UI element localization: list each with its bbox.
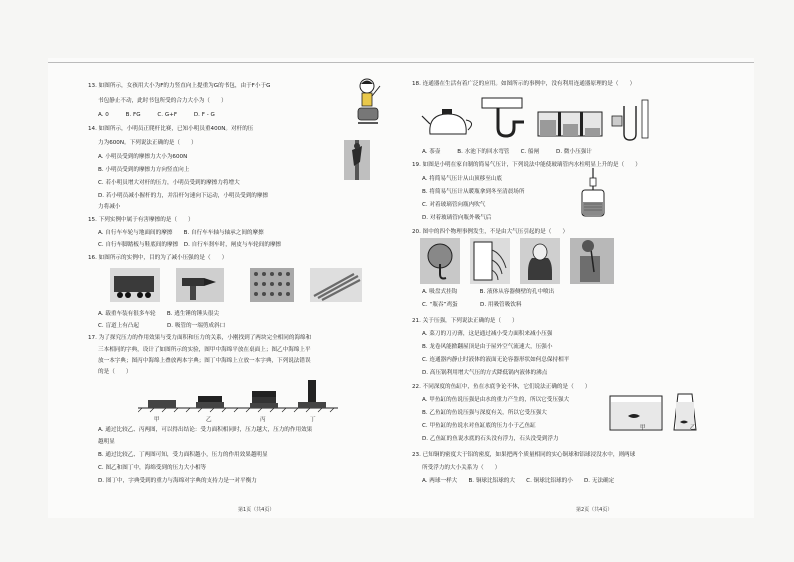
q15-options-ab: A. 自行车车轮与地面间的摩擦 B. 自行车车轴与轴承之间的摩擦	[98, 230, 264, 236]
teapot-drawing	[422, 109, 472, 134]
q21-option-b: B. 龙卷风能掀翻屋顶是由于屋外空气流速大，压强小	[422, 344, 553, 350]
q20-options-cd: C. “瓶吞”鸡蛋 D. 用吸管吸饮料	[422, 302, 522, 308]
q19-option-d: D. 对着玻璃管向瓶外吸气后	[422, 215, 492, 221]
q21-option-a: A. 菜刀的刀刃薄，这是通过减小受力面积来减小压强	[422, 331, 553, 337]
book-ding-upright	[308, 380, 316, 402]
q17-stem-3: 放一本字典；图丙中海绵上叠放两本字典；图丁中海绵上立放一本字典，下列说法错误	[98, 358, 311, 364]
q17-stem-2: 三本相同的字典，设计了如图所示的实验，图甲中海绵平放在桌面上；图乙中海绵上平	[98, 347, 311, 353]
q14-stem: 14. 如图所示，小明员正爬杆比赛，已知小明员重400N。对杆的压	[88, 126, 254, 132]
fish-label-jia: 甲	[640, 425, 646, 431]
q21-option-c: C. 连通器内静止时液体的液面无论容器形状如何总保持相平	[422, 357, 570, 363]
q20-stem: 20. 图中的四个物理事例发生，不是由大气压引起的是（ ）	[412, 229, 569, 235]
q14-option-a: A. 小明员受到的摩擦力大小为600N	[98, 154, 188, 160]
sponge-bing	[250, 403, 278, 408]
q17-option-a-cont: 越明显	[98, 439, 115, 445]
footer-page-right: 第2页（共4页）	[576, 507, 613, 513]
book-bing-2	[252, 397, 276, 403]
tactile-paving-photo	[250, 268, 294, 302]
heavy-truck-photo	[110, 268, 160, 302]
exam-sheet	[48, 58, 754, 518]
q22-option-d: D. 乙鱼缸的鱼说水底的石头没有浮力，石头没受到浮力	[422, 436, 559, 442]
q17-stem: 17. 为了探究压力的作用效果与受力面积和压力的关系，小刚找到了两块完全相同的海绵和	[88, 335, 312, 341]
q22-stem: 22. 不同深度的鱼缸中，鱼在水底争论不休，它们说法正确的是（ ）	[412, 384, 591, 390]
suction-hook-photo	[420, 238, 460, 284]
q21-stem: 21. 关于压强，下列说法正确的是（ ）	[412, 318, 518, 324]
q16-stem: 16. 如图所示的实例中，目的为了减小压强的是（ ）	[88, 255, 228, 261]
liquid-spurt-photo	[470, 238, 510, 284]
q14-option-b: B. 小明员受到的摩擦力方向竖直向上	[98, 167, 190, 173]
fish-label-yi: 乙	[690, 425, 696, 431]
q15-stem: 15. 下列实例中属于有害摩擦的是（ ）	[88, 217, 194, 223]
q23-options: A. 两球一样大 B. 铜球比铝球的大 C. 铜球比铝球的小 D. 无法确定	[422, 478, 615, 484]
label-ding: 丁	[310, 417, 316, 423]
q17-option-a: A. 通过比较乙、丙两图，可以得出结论：受力面积相同时，压力越大，压力的作用效果	[98, 427, 313, 433]
q19-option-c: C. 对着玻璃管向瓶内吹气	[422, 202, 486, 208]
sponge-jia	[148, 400, 176, 408]
q14-option-d-cont: 力将减小	[98, 204, 121, 210]
book-yi	[198, 396, 222, 402]
q21-option-d: D. 高压锅利用增大气压的方式降低锅内液体的沸点	[422, 370, 548, 376]
ship-lock-drawing	[538, 112, 602, 136]
drinking-straw-photo	[570, 238, 614, 284]
q19-option-b: B. 将简易气压计从暖瓶拿到冬至清晨场所	[422, 189, 525, 195]
q16-options-ab: A. 载重车装有很多车轮 B. 逃生锤的锤头很尖	[98, 311, 219, 317]
label-jia: 甲	[154, 417, 160, 423]
connected-vessels-figure	[420, 94, 670, 144]
fish-tanks-figure	[608, 388, 702, 436]
q14-option-d: D. 若小明员减小握杆的力，并沿杆匀速向下运动，小明员受到的摩擦	[98, 193, 269, 199]
q14-option-c: C. 若小明员增大对杆的压力，小明员受到的摩擦力将增大	[98, 180, 240, 186]
q22-option-c: C. 甲鱼缸的鱼说水对鱼缸底的压力小于乙鱼缸	[422, 423, 536, 429]
q23-stem-cont: 所受浮力的大小关系为（ ）	[422, 465, 501, 471]
q15-options-cd: C. 自行车脚踏板与鞋底间的摩擦 D. 自行车刹车时，闸皮与车轮间的摩擦	[98, 242, 282, 248]
q22-option-a: A. 甲鱼缸的鱼说压强是由水的重力产生的，所以它受压强大	[422, 397, 570, 403]
q17-stem-4: 的是（ ）	[98, 369, 132, 375]
q14-stem-cont: 力为600N。下列说法正确的是（ ）	[98, 140, 197, 146]
q19-stem: 19. 如图是小明在家自制的简易气压计，下列说法中能使玻璃管内水柱明显上升的是（ ）	[412, 162, 641, 168]
q13-stem-cont: 书包静止不动，此时书包所受的合力大小为（ ）	[98, 98, 227, 104]
top-edge	[48, 62, 754, 63]
book-bing-1	[252, 391, 276, 397]
label-yi: 乙	[206, 417, 212, 423]
q19-option-a: A. 将简易气压计从山顶移至山底	[422, 176, 503, 182]
label-bing: 丙	[260, 417, 266, 423]
q17-option-d: D. 图丁中，字典受到的重力与海绵对字典的支持力是一对平衡力	[98, 478, 257, 484]
bottle-swallows-egg-photo	[520, 238, 560, 284]
sponge-yi	[196, 402, 224, 408]
q23-stem: 23. 已知铜的密度大于铝的密度，如果把两个质量相同的实心铜球和铝球浸没水中，则两球	[412, 452, 636, 458]
footer-page-left: 第1页（共4页）	[238, 507, 275, 513]
pressure-gauge-drawing	[612, 100, 648, 140]
q18-stem: 18. 连通器在生活有着广泛的应用。如图所示的事例中，没有利用连通器原理的是（ ）	[412, 81, 636, 87]
q17-option-b: B. 通过比较乙、丁两图可知，受力面积越小，压力的作用效果越明显	[98, 452, 268, 458]
q13-stem: 13. 如图所示，女孩用大小为F的力竖直向上提重为G的书包，由于F小于G	[88, 83, 271, 89]
q16-options-cd: C. 盲道上有凸起 D. 吸管的一端剪成斜口	[98, 323, 226, 329]
q17-option-c: C. 图乙和图丁中，海绵受到的压力大小相等	[98, 465, 207, 471]
q22-option-b: B. 乙鱼缸的鱼说压强与深度有关，所以它受压强大	[422, 410, 547, 416]
q18-options: A. 茶壶 B. 水池下的回水弯管 C. 船闸 D. 微小压强计	[422, 149, 592, 155]
drinking-straws-photo	[310, 268, 362, 302]
sponge-experiment-figure	[138, 376, 338, 426]
diy-barometer-figure	[578, 168, 608, 220]
pole-climber-photo	[344, 140, 370, 180]
sponge-ding	[298, 402, 326, 408]
q20-options-ab: A. 吸盘式挂钩 B. 液体从容器侧壁的孔中喷出	[422, 289, 555, 295]
escape-hammer-photo	[176, 268, 224, 302]
girl-lifting-bag-figure	[350, 76, 384, 126]
sink-u-bend-drawing	[482, 98, 524, 136]
q13-options: A. 0 B. FG C. G+F D. F - G	[98, 112, 215, 118]
